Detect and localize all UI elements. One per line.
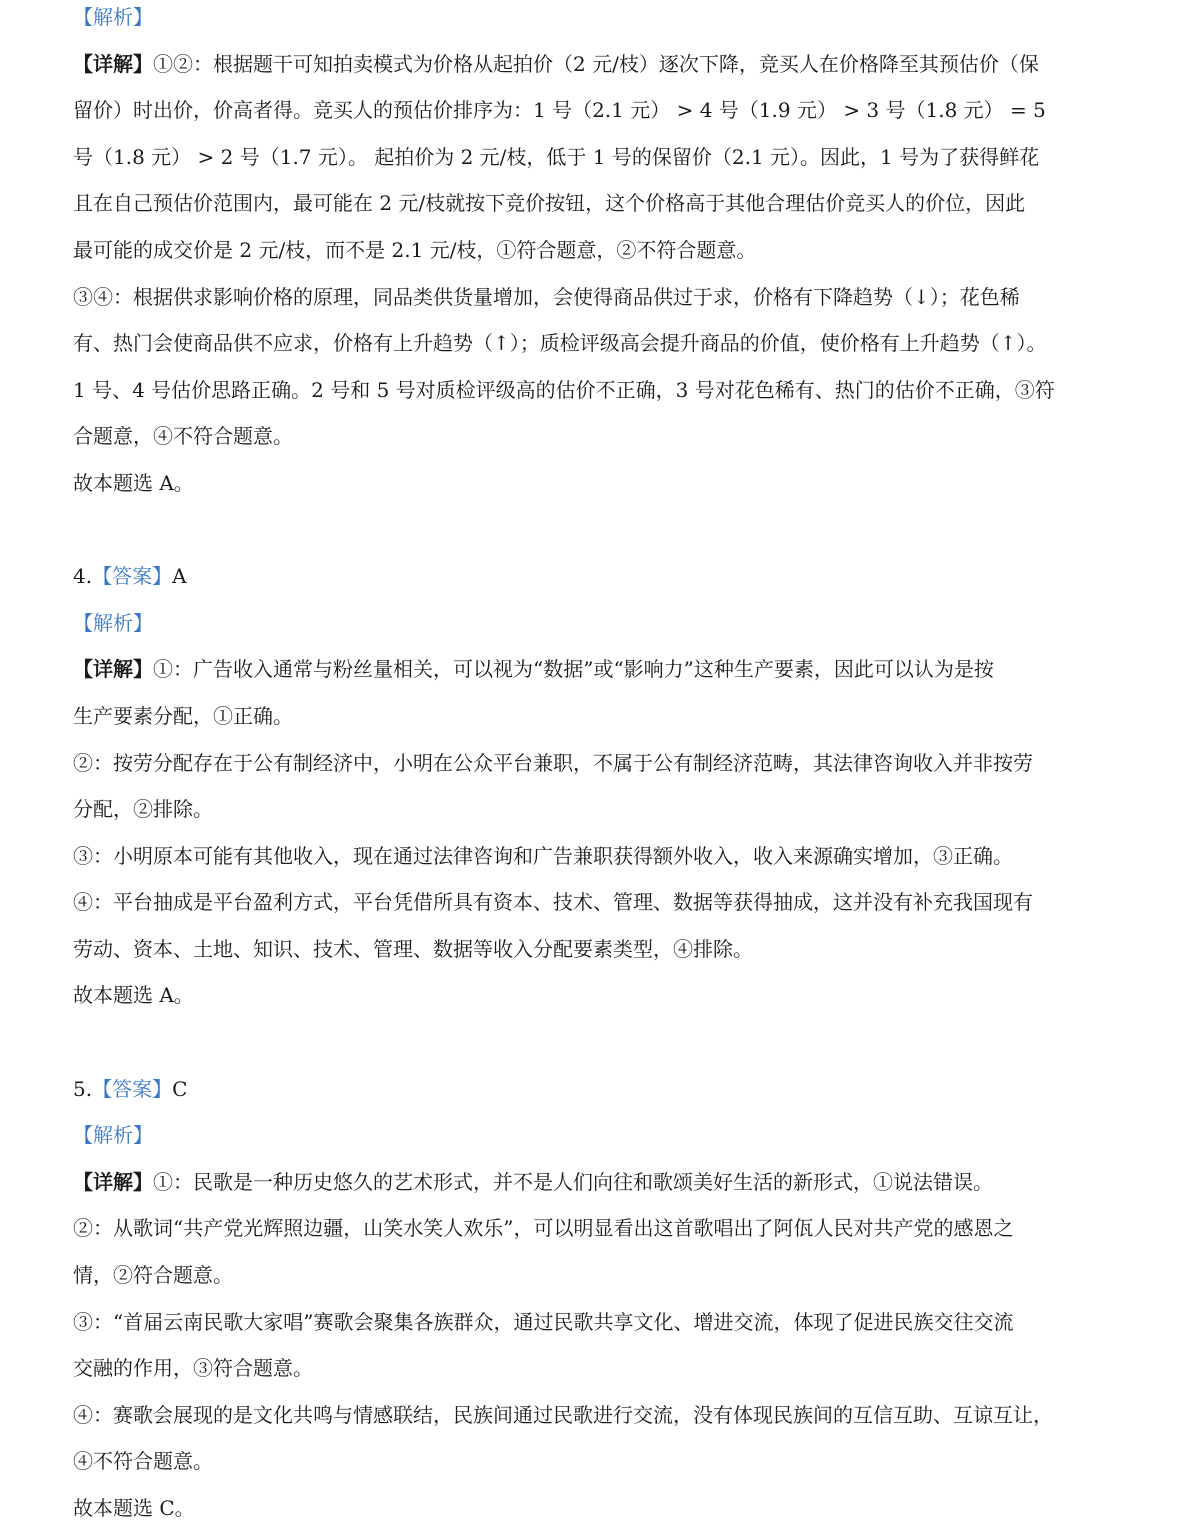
q4-conclusion: 故本题选 A。 <box>73 983 194 1008</box>
q5-detail-mark: 【详解】 <box>73 1169 153 1194</box>
q5-analysis-heading: 【解析】 <box>73 1123 153 1148</box>
q4-detail-line-2: 生产要素分配，①正确。 <box>73 703 293 728</box>
q4-detail-line-1: 【详解】①：广告收入通常与粉丝量相关，可以视为“数据”或“影响力”这种生产要素，因此可以认为是按 <box>73 657 994 682</box>
q4-number: 4. <box>73 564 93 589</box>
q3-detail-line-9: 合题意，④不符合题意。 <box>73 424 293 449</box>
q5-conclusion: 故本题选 C。 <box>73 1496 195 1520</box>
q3-detail-line-3: 号（1.8 元） > 2 号（1.7 元）。 起拍价为 2 元/枝，低于 1 号的保留价（2.1 元）。因此，1 号为了获得鲜花 <box>73 144 1040 169</box>
q4-detail-mark: 【详解】 <box>73 657 153 682</box>
q4-analysis-heading: 【解析】 <box>73 610 153 635</box>
q5-detail-line-6: ④：赛歌会展现的是文化共鸣与情感联结，民族间通过民歌进行交流，没有体现民族间的互信互助、互谅互让， <box>73 1402 1053 1427</box>
q3-detail-line-2: 留价）时出价，价高者得。竞买人的预估价排序为：1 号（2.1 元） > 4 号（1.9 元） > 3 号（1.8 元） = 5 <box>73 98 1046 123</box>
q4-answer: A <box>172 564 187 589</box>
q4-answer-mark: 【答案】 <box>92 564 173 589</box>
section-gap <box>73 1019 1118 1066</box>
q3-detail-line-6: ③④：根据供求影响价格的原理，同品类供货量增加，会使得商品供过于求，价格有下降趋势（↓）；花色稀 <box>73 284 1020 309</box>
q4-detail-line-5: ③：小明原本可能有其他收入，现在通过法律咨询和广告兼职获得额外收入，收入来源确实增加，③正确。 <box>73 843 1013 868</box>
q5-detail-line-7: ④不符合题意。 <box>73 1449 213 1474</box>
q4-detail-line-6: ④：平台抽成是平台盈利方式，平台凭借所具有资本、技术、管理、数据等获得抽成，这并没有补充我国现有 <box>73 890 1033 915</box>
q4-answer-line <box>73 553 1118 600</box>
q5-detail-line-3: 情，②符合题意。 <box>73 1263 233 1288</box>
q3-detail-line-7: 有、热门会使商品供不应求，价格有上升趋势（↑）；质检评级高会提升商品的价值，使价格有上升趋势（↑）。 <box>73 331 1047 356</box>
q5-answer: C <box>172 1076 188 1101</box>
q5-answer-mark: 【答案】 <box>92 1076 173 1101</box>
q3-analysis-heading: 【解析】 <box>73 5 153 29</box>
q4-detail-line-3: ②：按劳分配存在于公有制经济中，小明在公众平台兼职，不属于公有制经济范畴，其法律咨询收入并非按劳 <box>73 750 1033 775</box>
q5-detail-line-4: ③：“首届云南民歌大家唱”赛歌会聚集各族群众，通过民歌共享文化、增进交流，体现了促进民族交往交流 <box>73 1309 1014 1334</box>
q5-detail-line-2: ②：从歌词“共产党光辉照边疆，山笑水笑人欢乐”，可以明显看出这首歌唱出了阿佤人民对共产党的感恩之 <box>73 1216 1014 1241</box>
q5-number: 5. <box>73 1076 93 1101</box>
q3-detail-line-5: 最可能的成交价是 2 元/枝，而不是 2.1 元/枝，①符合题意，②不符合题意。 <box>73 237 757 262</box>
q4-detail-line-4: 分配，②排除。 <box>73 797 213 822</box>
q5-detail-line-1: 【详解】①：民歌是一种历史悠久的艺术形式，并不是人们向往和歌颂美好生活的新形式，①说法错误。 <box>73 1169 993 1194</box>
q3-conclusion: 故本题选 A。 <box>73 470 194 495</box>
q3-detail-line-1: 【详解】①②：根据题干可知拍卖模式为价格从起拍价（2 元/枝）逐次下降，竞买人在价格降至其预估价（保 <box>73 51 1039 76</box>
q5-answer-line <box>73 1066 1118 1113</box>
q3-detail-mark: 【详解】 <box>73 51 153 76</box>
q3-detail-line-4: 且在自己预估价范围内，最可能在 2 元/枝就按下竞价按钮，这个价格高于其他合理估价竞买人的价位，因此 <box>73 191 1026 216</box>
q5-detail-line-5: 交融的作用，③符合题意。 <box>73 1356 313 1381</box>
q3-detail-line-8: 1 号、4 号估价思路正确。2 号和 5 号对质检评级高的估价不正确，3 号对花色稀有、热门的估价不正确，③符 <box>73 377 1055 402</box>
section-gap <box>73 507 1118 554</box>
q4-detail-line-7: 劳动、资本、土地、知识、技术、管理、数据等收入分配要素类型，④排除。 <box>73 936 753 961</box>
